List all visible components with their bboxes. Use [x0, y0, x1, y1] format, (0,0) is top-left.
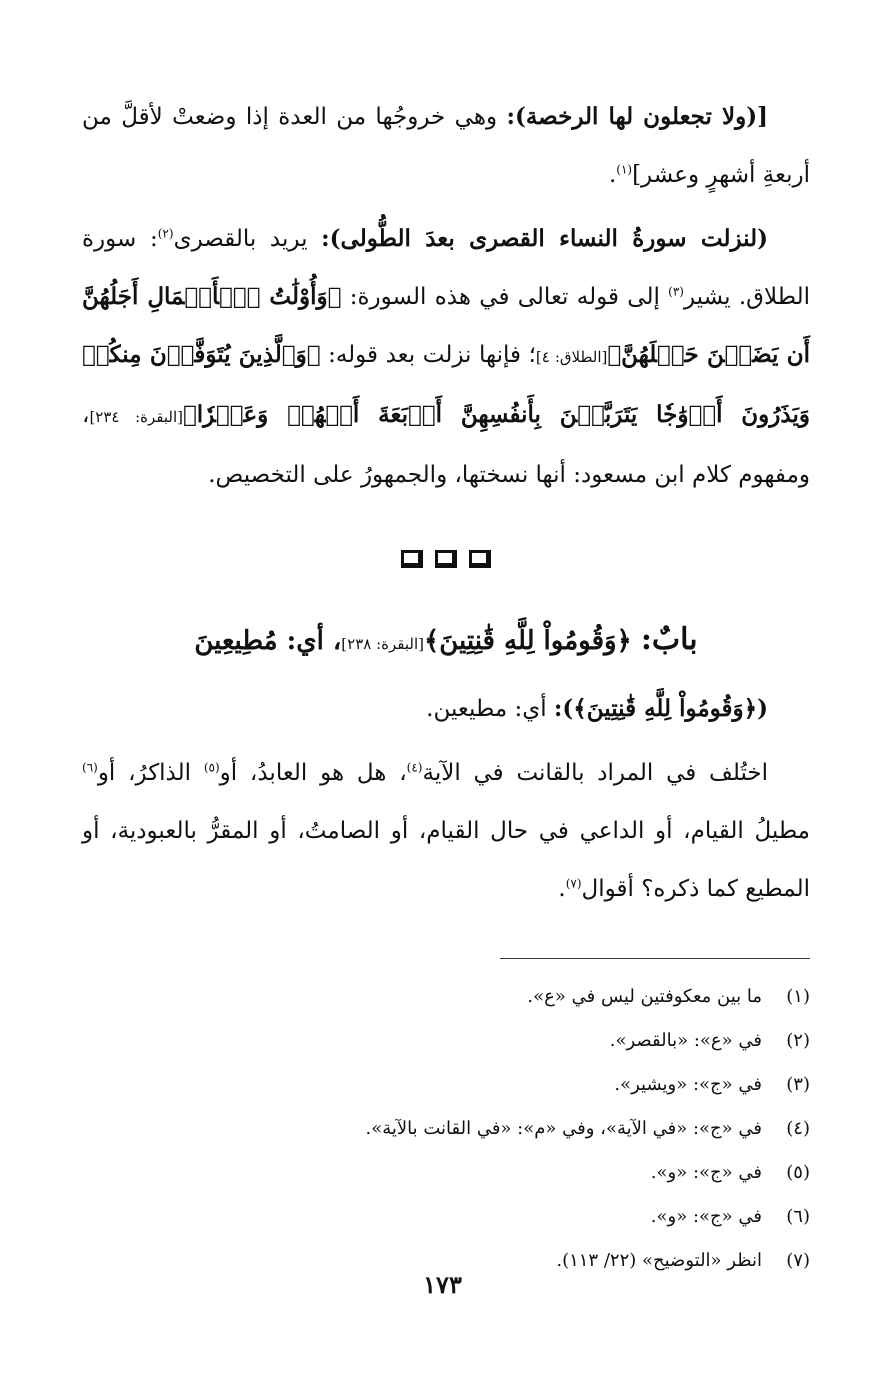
quran-quote: ﴿وَأُوْلَٰتُ ٱلۡأَحۡمَالِ أَجَلُهُنَّ أَن يَضَعۡنَ حَمۡلَهُنَّ﴾ — [82, 283, 810, 368]
footnote-number: (٥) — [786, 1162, 810, 1183]
commentary-text: ؛ فإنها نزلت بعد قوله: — [320, 342, 536, 368]
footnote-ref-2[interactable]: (٢) — [157, 226, 174, 241]
quran-quote: ﴿وَٱلَّذِينَ يُتَوَفَّوۡنَ مِنكُمۡ وَيَذَرُونَ أَزۡوَٰجٗا يَتَرَبَّصۡنَ بِأَنفُسِهِنَّ أَرۡبَعَةَ أَشۡهُرٖ وَعَشۡرٗا﴾ — [82, 341, 810, 428]
footnote-item — [82, 1195, 810, 1239]
lemma: (لنزلت سورةُ النساء القصرى بعدَ الطُّولى): — [321, 225, 769, 252]
footnote-item — [82, 1151, 810, 1195]
commentary-text: الذاكرُ، أو — [97, 760, 204, 786]
footnote-text: ما بين معكوفتين ليس في «ع». — [527, 986, 762, 1007]
section-separator — [82, 540, 810, 590]
footnote-ref-4[interactable]: (٤) — [406, 760, 423, 775]
footnote-number: (١) — [786, 986, 810, 1007]
commentary-text: : سورة الطلاق. يشير — [82, 226, 810, 310]
commentary-text: إلى قوله تعالى في هذه السورة: — [341, 284, 669, 310]
paragraph-ikhtilaf — [82, 744, 810, 918]
footnote-divider — [500, 958, 810, 959]
footnote-number: (٦) — [786, 1206, 810, 1227]
chapter-quran-quote: ﴿وَقُومُواْ لِلَّهِ قَٰنِتِينَ﴾ — [423, 626, 641, 656]
footnote-text: في «ع»: «بالقصر». — [609, 1030, 762, 1051]
lemma: (﴿وَقُومُواْ لِلَّهِ قَٰنِتِينَ﴾): — [553, 695, 768, 722]
footnote-number: (٢) — [786, 1030, 810, 1051]
footnote-ref-6[interactable]: (٦) — [82, 760, 98, 775]
verse-citation: [الطلاق: ٤] — [535, 348, 608, 366]
chapter-word: بابٌ: — [640, 622, 698, 657]
square-ornament-icon — [469, 550, 491, 568]
commentary-text: مطيلُ القيام، أو الداعي في حال القيام، أو الصامتُ، أو المقرُّ بالعبودية، أو المطيع كما ذكره؟ أقوال — [82, 818, 810, 902]
footnote-text: في «ج»: «في الآية»، وفي «م»: «في القانت بالآية». — [365, 1118, 762, 1139]
footnote-item — [82, 1107, 810, 1151]
footnote-number: (٣) — [786, 1074, 810, 1095]
commentary-text: وهي خروجُها من العدة إذا وضعتْ لأقلَّ من أربعةِ أشهرٍ وعشر] — [82, 104, 810, 188]
book-page — [82, 88, 810, 1318]
period: . — [608, 162, 617, 188]
commentary-text: ، هل هو العابدُ، أو — [219, 760, 407, 786]
footnote-item — [82, 1063, 810, 1107]
footnote-item — [82, 975, 810, 1019]
period: . — [558, 876, 566, 902]
commentary-text: ، ومفهوم كلام ابن مسعود: أنها نسختها، والجمهورُ على التخصيص. — [82, 402, 810, 488]
paragraph-qanitin — [82, 680, 810, 738]
page-number: ١٧٣ — [423, 1270, 462, 1299]
footnote-text: في «ج»: «و». — [650, 1206, 762, 1227]
paragraph-rukhsa — [82, 88, 810, 204]
square-ornament-icon — [401, 550, 423, 568]
footnote-ref-3[interactable]: (٣) — [668, 284, 684, 299]
chapter-rest: ، أي: مُطِيعِينَ — [194, 626, 342, 656]
footnote-text: انظر «التوضيح» (٢٢/ ١١٣). — [556, 1250, 762, 1271]
footnote-number: (٤) — [786, 1118, 810, 1139]
paragraph-qusra — [82, 210, 810, 504]
footnote-item — [82, 1019, 810, 1063]
commentary-text: يريد بالقصرى — [173, 226, 322, 252]
footnote-text: في «ج»: «ويشير». — [614, 1074, 762, 1095]
verse-citation: [البقرة: ٢٣٨] — [341, 635, 424, 653]
commentary-text: اختُلف في المراد بالقانت في الآية — [422, 760, 768, 786]
footnote-ref-1[interactable]: (١) — [616, 162, 633, 177]
commentary-text: أي: مطيعين. — [426, 696, 554, 722]
square-ornament-icon — [435, 550, 457, 568]
footnote-number: (٧) — [786, 1250, 810, 1271]
footnotes — [82, 975, 810, 1283]
chapter-heading — [82, 612, 810, 672]
footnote-text: في «ج»: «و». — [650, 1162, 762, 1183]
footnote-ref-7[interactable]: (٧) — [565, 876, 582, 891]
lemma: [(ولا تجعلون لها الرخصة): — [506, 103, 768, 130]
footnote-ref-5[interactable]: (٥) — [203, 760, 220, 775]
verse-citation: [البقرة: ٢٣٤] — [89, 408, 183, 426]
